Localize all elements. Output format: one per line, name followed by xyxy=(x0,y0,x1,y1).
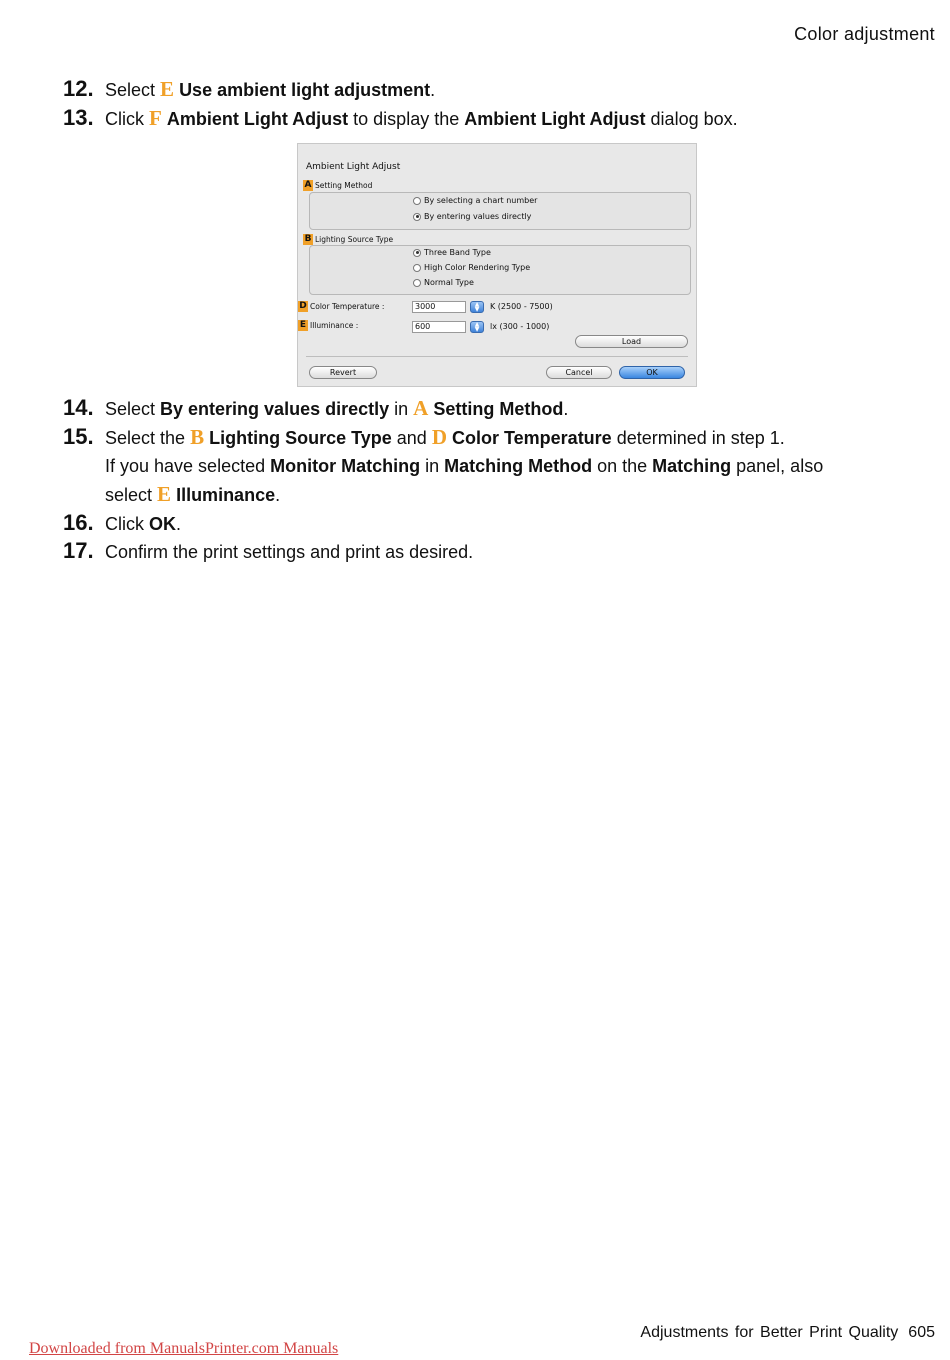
step-bold: Lighting Source Type xyxy=(209,428,392,448)
step-text: determined in step 1. xyxy=(611,428,785,448)
setting-method-label: A Setting Method xyxy=(304,180,373,190)
callout-tag: A xyxy=(304,180,312,190)
callout-letter: F xyxy=(149,106,162,130)
step-text: Click xyxy=(105,514,149,534)
dialog-divider xyxy=(306,356,688,357)
step-number: 17. xyxy=(63,538,94,563)
ok-button[interactable]: OK xyxy=(619,366,685,379)
color-temperature-stepper[interactable]: ▲ ▼ xyxy=(470,301,484,313)
radio-icon[interactable] xyxy=(413,279,421,287)
ambient-light-adjust-dialog xyxy=(297,143,697,387)
revert-button[interactable]: Revert xyxy=(309,366,377,379)
radio-chart-number[interactable]: By selecting a chart number xyxy=(413,196,537,205)
download-link[interactable]: Downloaded from ManualsPrinter.com Manuals xyxy=(29,1340,339,1357)
step-text: Select the xyxy=(105,428,191,448)
step-bold: Setting Method xyxy=(433,399,564,419)
radio-three-band[interactable]: Three Band Type xyxy=(413,248,491,257)
page-footer xyxy=(640,1324,935,1342)
step-number: 12. xyxy=(63,76,94,101)
illuminance-field[interactable]: 600 xyxy=(412,321,466,333)
load-button[interactable]: Load xyxy=(575,335,688,348)
step-bold: OK xyxy=(149,514,176,534)
step-text: Click xyxy=(105,109,149,129)
callout-tag: E xyxy=(299,320,307,330)
callout-letter: E xyxy=(160,77,175,101)
lighting-source-label: B Lighting Source Type xyxy=(304,234,394,244)
radio-icon[interactable] xyxy=(413,264,421,272)
illuminance-stepper[interactable]: ▲ ▼ xyxy=(470,321,484,333)
callout-letter: E xyxy=(157,482,172,506)
step-text: Select xyxy=(105,399,161,419)
step-text: . xyxy=(176,514,182,534)
dialog-title: Ambient Light Adjust xyxy=(306,162,401,172)
step-bold: By entering values directly xyxy=(160,399,390,419)
step-17 xyxy=(63,540,473,563)
illuminance-range: lx (300 - 1000) xyxy=(490,322,550,331)
section-header: Color adjustment xyxy=(794,24,935,44)
callout-tag: B xyxy=(304,234,312,244)
radio-high-color[interactable]: High Color Rendering Type xyxy=(413,263,530,272)
step-number: 14. xyxy=(63,395,94,420)
step-number: 16. xyxy=(63,510,94,535)
step-15 xyxy=(63,426,785,449)
step-text: and xyxy=(391,428,432,448)
callout-tag: D xyxy=(299,301,307,311)
footer-title: Adjustments for Better Print Quality xyxy=(640,1324,899,1341)
step-number: 15. xyxy=(63,424,94,449)
step-text: Confirm the print settings and print as desired. xyxy=(105,542,474,562)
illuminance-label: E Illuminance : xyxy=(299,320,359,330)
radio-icon[interactable] xyxy=(413,197,421,205)
step-bold: Ambient Light Adjust xyxy=(464,109,646,129)
radio-selected-icon[interactable] xyxy=(413,213,421,221)
radio-normal[interactable]: Normal Type xyxy=(413,278,474,287)
step-bold: Ambient Light Adjust xyxy=(166,109,349,129)
callout-letter: A xyxy=(413,396,429,420)
radio-entering-values[interactable]: By entering values directly xyxy=(413,212,531,221)
step-text: in xyxy=(389,399,414,419)
step-14 xyxy=(63,397,568,420)
color-temperature-field[interactable]: 3000 xyxy=(412,301,466,313)
step-bold: Use ambient light adjustment xyxy=(179,80,431,100)
step-15-note-line: select E Illuminance. xyxy=(105,482,281,506)
step-13 xyxy=(63,107,738,130)
step-15-note-line: If you have selected Monitor Matching in Matching Method on the Matching panel, also xyxy=(105,456,824,476)
cancel-button[interactable]: Cancel xyxy=(546,366,612,379)
step-bold: Color Temperature xyxy=(452,428,612,448)
step-text: . xyxy=(563,399,569,419)
callout-letter: D xyxy=(431,425,447,449)
step-12 xyxy=(63,78,435,101)
color-temperature-range: K (2500 - 7500) xyxy=(490,302,553,311)
step-text: Select xyxy=(105,80,161,100)
radio-selected-icon[interactable] xyxy=(413,249,421,257)
step-number: 13. xyxy=(63,105,94,130)
color-temperature-label: D Color Temperature : xyxy=(299,301,385,311)
step-text: . xyxy=(430,80,436,100)
page-number: 605 xyxy=(908,1324,935,1341)
step-text: dialog box. xyxy=(645,109,738,129)
step-text: to display the xyxy=(348,109,465,129)
callout-letter: B xyxy=(190,425,205,449)
step-16 xyxy=(63,512,181,535)
